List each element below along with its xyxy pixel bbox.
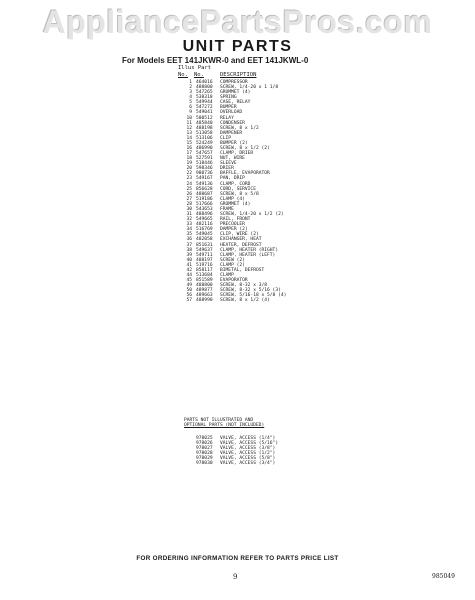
part-number: 489877 — [196, 288, 213, 294]
part-description: CORD, SERVICE — [220, 186, 256, 192]
part-description: CONDENSER — [220, 120, 245, 126]
accessories-list — [196, 436, 278, 466]
illus-number: 36 — [186, 237, 192, 243]
part-description: VALVE, ACCESS (3/8") — [220, 446, 276, 452]
part-description: VALVE, ACCESS (1/4") — [220, 436, 276, 441]
part-description: SPRING — [220, 95, 237, 101]
part-number: 486990 — [196, 146, 213, 152]
part-number: 978029 — [196, 456, 213, 462]
part-description: FRAME — [220, 206, 234, 212]
illus-label: Illus — [178, 65, 195, 71]
part-number: 547657 — [196, 151, 213, 157]
part-number: 549167 — [196, 176, 213, 182]
part-number: 513684 — [196, 272, 213, 278]
part-description: DAMPENER — [220, 130, 243, 136]
part-number: 549136 — [196, 181, 213, 187]
part-description: SCREW, 1/4-20 x 1/2 (2) — [220, 212, 284, 218]
part-number: 538318 — [196, 95, 213, 101]
column-header-top — [178, 65, 211, 71]
illus-number: 44 — [186, 272, 192, 278]
part-description: PRECOOLER — [220, 222, 245, 228]
illus-number: 23 — [186, 176, 192, 182]
part-description: CLAMP, HEATER (RIGHT) — [220, 247, 279, 253]
part-description: COMPRESSOR — [220, 80, 248, 85]
part-number: 547272 — [196, 105, 213, 111]
part-number: 978027 — [196, 446, 213, 452]
part-description: CLIP, WIRE (2) — [220, 232, 259, 238]
illus-number: 38 — [186, 247, 192, 253]
part-description: SLEEVE — [220, 161, 237, 167]
part-number: 980736 — [196, 171, 213, 177]
part-no-header: No. — [194, 72, 204, 78]
part-number: 513058 — [196, 130, 213, 136]
part-number: 549665 — [196, 217, 213, 223]
illus-number: 18 — [186, 156, 192, 162]
part-number: 488800 — [196, 85, 213, 91]
part-description: GROMMET (4) — [220, 90, 251, 96]
illus-number: 22 — [186, 171, 192, 177]
part-description: SCREW (2) — [220, 257, 245, 263]
part-description: CLAMP (4) — [220, 196, 245, 202]
part-description: PAN, DRIP — [220, 176, 245, 182]
illus-number: 31 — [186, 212, 192, 218]
part-description: VALVE, ACCESS (5/16") — [220, 441, 279, 447]
document-number: 985049 — [432, 573, 455, 580]
illus-number: 15 — [186, 140, 192, 146]
column-header-row — [178, 72, 256, 78]
not-included-line1: PARTS NOT ILLUSTRATED AND — [184, 418, 254, 423]
illus-number: 13 — [186, 130, 192, 136]
illus-number: 32 — [186, 217, 192, 223]
part-description: CLAMP — [220, 272, 234, 278]
part-description: CLAMP, HEATER (LEFT) — [220, 252, 276, 258]
part-number: 978030 — [196, 461, 213, 467]
part-number: 856628 — [196, 186, 213, 192]
part-number: 519716 — [196, 262, 213, 268]
illus-number: 33 — [186, 222, 192, 228]
part-number: 485840 — [196, 120, 213, 126]
page-number: 9 — [233, 573, 238, 581]
part-number: 482058 — [196, 237, 213, 243]
part-description: SCREW, 8 x 5/8 — [220, 191, 259, 197]
part-number: 488800 — [196, 283, 213, 289]
accessory-row — [196, 461, 278, 466]
part-description: VALVE, ACCESS (3/4") — [220, 461, 276, 467]
illus-number: 57 — [186, 298, 192, 304]
illus-number: 10 — [186, 115, 192, 121]
part-number: 549045 — [196, 232, 213, 238]
illus-number: 30 — [186, 206, 192, 212]
part-row — [178, 298, 286, 303]
part-description: CLAMP, DRIER — [220, 151, 254, 157]
part-description: CASE, RELAY — [220, 100, 251, 106]
part-number: 598346 — [196, 166, 213, 172]
part-description: SCREW, 8 x 1/2 (4) — [220, 298, 270, 304]
illus-number: 3 — [189, 90, 192, 96]
illus-number: 14 — [186, 135, 192, 141]
part-number: 549637 — [196, 247, 213, 253]
part-number: 488990 — [196, 298, 213, 304]
part-description: VALVE, ACCESS (5/8") — [220, 456, 276, 462]
illus-number: 25 — [186, 186, 192, 192]
part-description: CLAMP, CORD — [220, 181, 251, 187]
part-description: GROMMET (4) — [220, 201, 251, 207]
part-description: SCREW, 5/16-18 x 5/8 (4) — [220, 293, 287, 299]
part-number: 517666 — [196, 201, 213, 207]
illus-number: 40 — [186, 257, 192, 263]
part-description: RELAY — [220, 115, 234, 121]
part-number: 547265 — [196, 90, 213, 96]
part-number: 851631 — [196, 242, 213, 248]
part-number: 549041 — [196, 110, 213, 116]
part-description: NUT, WIRE — [220, 156, 245, 162]
illus-number: 19 — [186, 161, 192, 167]
illus-number: 41 — [186, 262, 192, 268]
illus-number: 9 — [189, 110, 192, 116]
part-description: BUMPER — [220, 105, 237, 111]
illus-number: 45 — [186, 278, 192, 284]
page-title: UNIT PARTS — [182, 38, 293, 55]
part-label: Part — [197, 65, 212, 71]
part-description: CLIP — [220, 135, 232, 141]
illus-number: 34 — [186, 227, 192, 233]
part-description: SCREW, 8 x 1/2 — [220, 125, 259, 131]
illus-number: 24 — [186, 181, 192, 187]
part-description: BAFFLE, EVAPORATOR — [220, 171, 270, 177]
part-description: HEATER, DEFROST — [220, 242, 262, 248]
illus-number: 35 — [186, 232, 192, 238]
illus-number: 50 — [186, 288, 192, 294]
illus-number: 11 — [186, 120, 192, 126]
part-description: RAIL, FRONT — [220, 217, 251, 223]
illus-number: 28 — [186, 201, 192, 207]
part-description: BUMPER (2) — [220, 140, 248, 146]
part-number: 524249 — [196, 140, 213, 146]
illus-number: 4 — [189, 95, 192, 101]
illus-number: 26 — [186, 191, 192, 197]
part-number: 482116 — [196, 222, 213, 228]
part-number: 978025 — [196, 436, 213, 441]
part-number: 489663 — [196, 293, 213, 299]
illus-number: 39 — [186, 252, 192, 258]
illus-number: 49 — [186, 283, 192, 289]
not-included-line2: OPTIONAL PARTS (NOT INCLUDED) — [184, 423, 265, 429]
part-number: 527591 — [196, 156, 213, 162]
illus-number: 42 — [186, 267, 192, 273]
description-header: DESCRIPTION — [220, 72, 257, 78]
no-header: No. — [178, 72, 188, 78]
part-number: 549944 — [196, 100, 213, 106]
part-number: 516769 — [196, 227, 213, 233]
part-description: CLAMP (2) — [220, 262, 245, 268]
illus-number: 6 — [189, 105, 192, 111]
part-number: 978026 — [196, 441, 213, 447]
part-description: VALVE, ACCESS (1/2") — [220, 451, 276, 457]
part-description: DAMPER (2) — [220, 227, 248, 233]
illus-number: 20 — [186, 166, 192, 172]
illus-number: 37 — [186, 242, 192, 248]
part-number: 500512 — [196, 115, 213, 121]
parts-list — [178, 80, 286, 303]
part-description: SCREW, 8-32 x 3/8 — [220, 283, 268, 289]
ordering-footer: FOR ORDERING INFORMATION REFER TO PARTS PRICE LIST — [136, 555, 339, 562]
watermark: AppliancePartsPros.com — [42, 4, 433, 40]
part-number: 488687 — [196, 191, 213, 197]
part-number: 488197 — [196, 257, 213, 263]
part-description: SCREW, 8-32 x 5/16 (3) — [220, 288, 281, 294]
part-number: 978028 — [196, 451, 213, 457]
part-number: 488198 — [196, 125, 213, 131]
part-number: 464016 — [196, 80, 213, 85]
part-number: 851589 — [196, 278, 213, 284]
part-description: DRIER — [220, 166, 234, 172]
part-description: EXCHANGER, HEAT — [220, 237, 262, 243]
illus-number: 27 — [186, 196, 192, 202]
part-description: OVERLOAD — [220, 110, 243, 116]
part-number: 518446 — [196, 161, 213, 167]
part-number: 543653 — [196, 206, 213, 212]
illus-number: 16 — [186, 146, 192, 152]
illus-number: 12 — [186, 125, 192, 131]
part-description: SCREW, 8 x 1/2 (2) — [220, 146, 270, 152]
illus-number: 17 — [186, 151, 192, 157]
part-description: SCREW, 1/4-20 x 1 1/8 — [220, 85, 279, 91]
models-subtitle: For Models EET 141JKWR-0 and EET 141JKWL-0 — [122, 56, 309, 65]
part-description: EVAPORATOR — [220, 278, 248, 284]
part-number: 858117 — [196, 267, 213, 273]
part-description: BIMETAL, DEFROST — [220, 267, 265, 273]
part-number: 488496 — [196, 212, 213, 218]
illus-number: 56 — [186, 293, 192, 299]
illus-number: 2 — [189, 85, 192, 91]
not-included-heading — [184, 418, 264, 428]
part-number: 513106 — [196, 135, 213, 141]
part-number: 549711 — [196, 252, 213, 258]
illus-number: 1 — [189, 80, 192, 85]
illus-number: 5 — [189, 100, 192, 106]
part-number: 519186 — [196, 196, 213, 202]
